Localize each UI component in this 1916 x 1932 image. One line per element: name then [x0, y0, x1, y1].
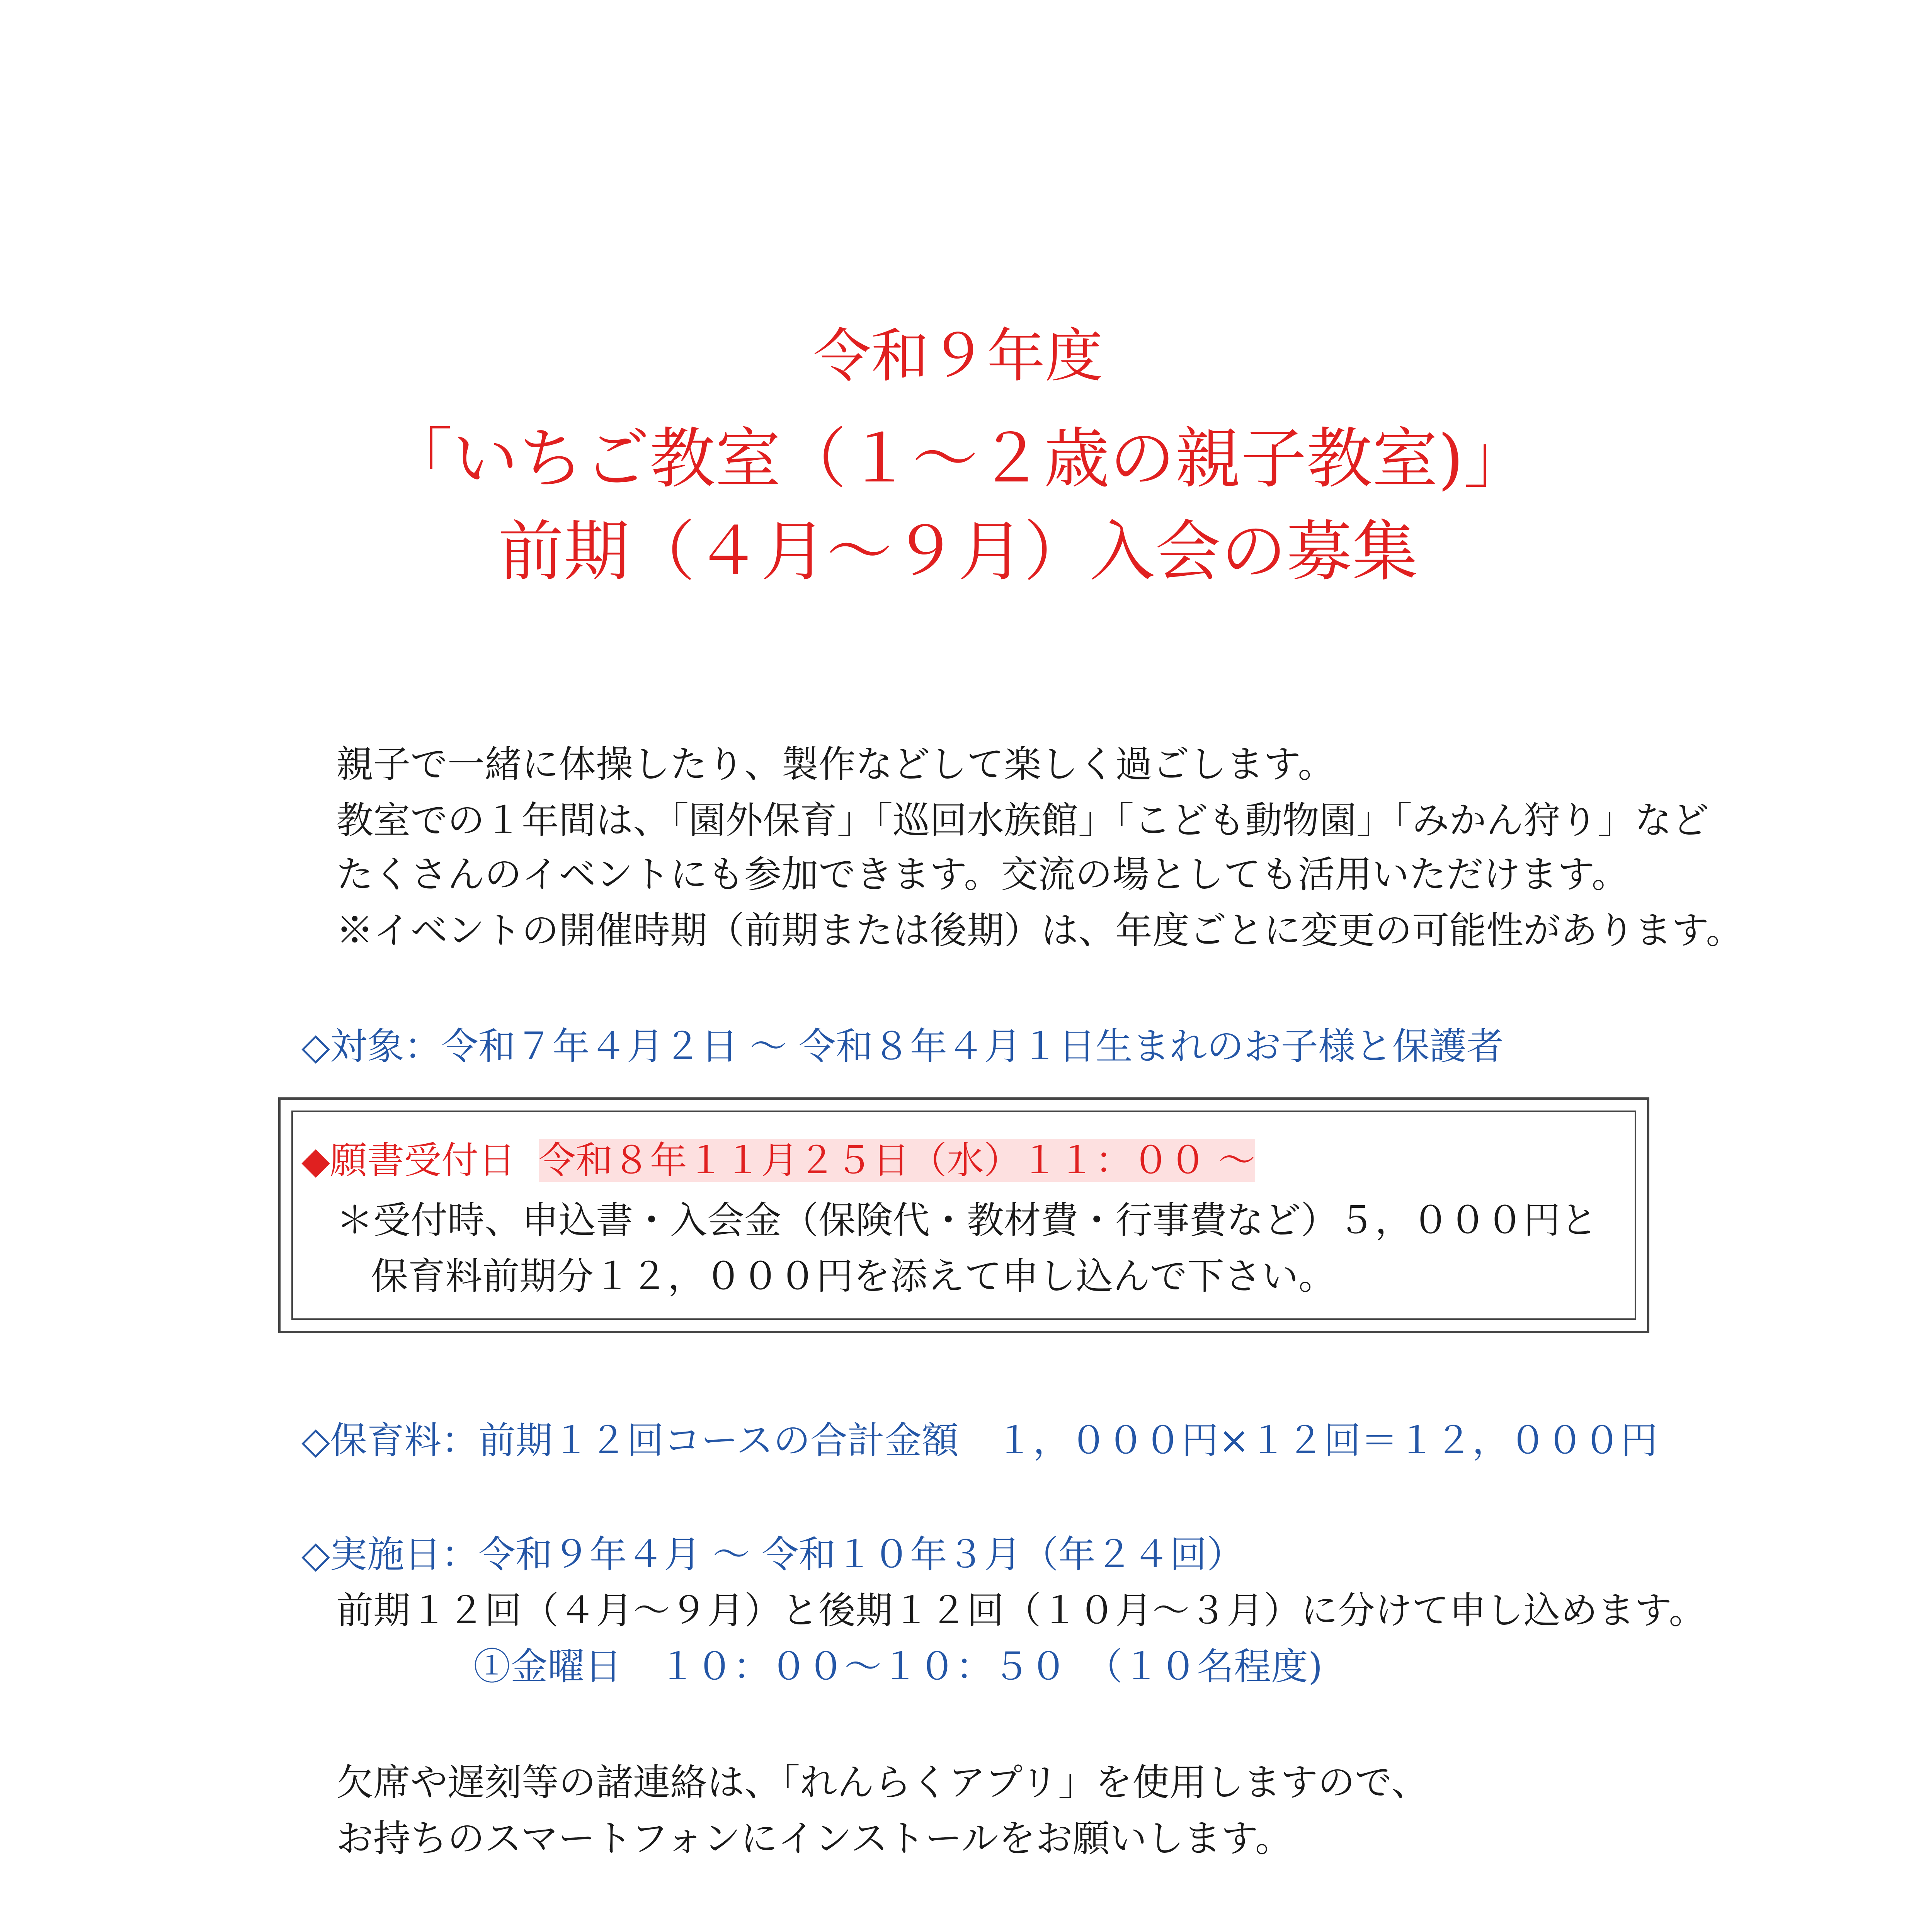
intro-line-4: ※イベントの開催時期（前期または後期）は、年度ごとに変更の可能性があります。 — [336, 909, 1743, 952]
page-title-recruit: 前期（４月～９月）入会の募集 — [498, 514, 1418, 590]
contact-line-2: お持ちのスマートフォンにインストールをお願いします。 — [336, 1817, 1292, 1860]
schedule-detail: 前期１２回（４月～９月）と後期１２回（１０月～３月）に分けて申し込めます。 — [336, 1589, 1706, 1632]
page-title-year: 令和９年度 — [813, 323, 1103, 390]
application-date: 令和８年１１月２５日（水）１１：００ ～ — [538, 1139, 1256, 1182]
intro-line-2: 教室での１年間は、「園外保育」「巡回水族館」「こども動物園」「みかん狩り」など — [336, 799, 1709, 842]
application-note-1: ＊受付時、申込書・入会金（保険代・教材費・行事費など）５，０００円と — [336, 1199, 1598, 1242]
schedule-session: ①金曜日 １０：００～１０：５０ （１０名程度) — [473, 1645, 1323, 1688]
application-line — [301, 1139, 1256, 1182]
application-note-2: 保育料前期分１２，０００円を添えて申し込んで下さい。 — [371, 1255, 1336, 1298]
intro-line-3: たくさんのイベントにも参加できます。交流の場としても活用いただけます。 — [336, 853, 1629, 896]
application-label: ◆願書受付日 — [301, 1139, 516, 1182]
target-line: ◇対象：令和７年４月２日 ～ 令和８年４月１日生まれのお子様と保護者 — [301, 1025, 1504, 1068]
contact-line-1: 欠席や遅刻等の諸連絡は、「れんらくアプリ」を使用しますので、 — [336, 1761, 1429, 1804]
page-title-class: 「いちご教室（１～２歳の親子教室)」 — [386, 421, 1530, 497]
schedule-heading: ◇実施日：令和９年４月 ～ 令和１０年３月（年２４回） — [301, 1533, 1244, 1576]
intro-line-1: 親子で一緒に体操したり、製作などして楽しく過ごします。 — [336, 743, 1335, 786]
fee-line: ◇保育料：前期１２回コースの合計金額 １，０００円×１２回＝１２，０００円 — [301, 1419, 1658, 1462]
